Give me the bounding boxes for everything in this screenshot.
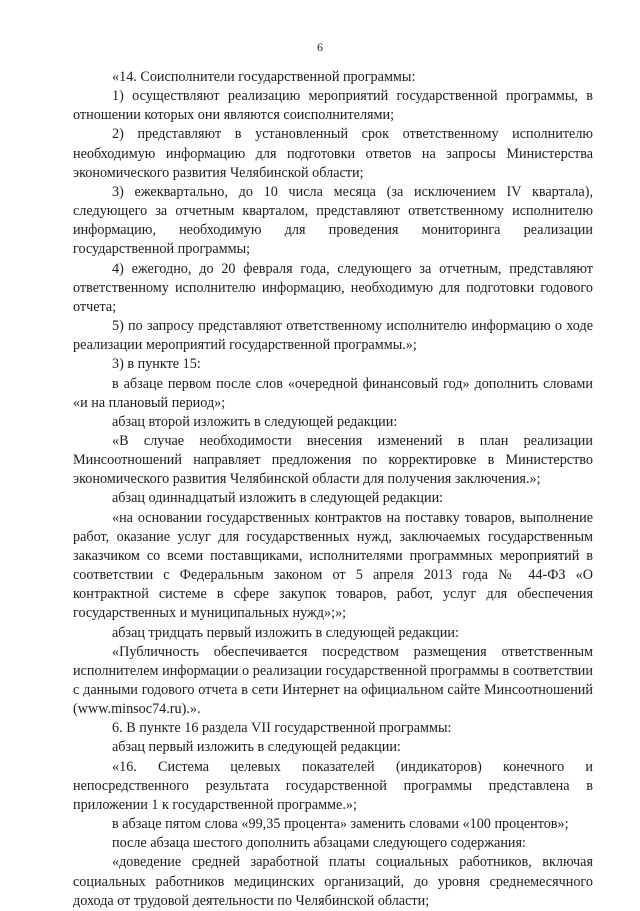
paragraph: «14. Соисполнители государственной программы: bbox=[112, 69, 416, 85]
paragraph: «16. Система целевых показателей (индикаторов) конечного и непосредственного результата государственной программы представлена в приложении 1 к государственной программе.»; bbox=[73, 758, 593, 813]
page-number: 6 bbox=[317, 40, 323, 54]
paragraph: «В случае необходимости внесения изменений в план реализации Минсоотношений направляет предложения по корректировке в Министерство экономического развития Челябинской области для получения заключения.»; bbox=[73, 432, 593, 488]
paragraph: абзац одиннадцатый изложить в следующей редакции: bbox=[112, 490, 444, 507]
paragraph: 5) по запросу представляют ответственному исполнителю информацию о ходе реализации мероприятий государственной программы.»; bbox=[73, 318, 593, 354]
paragraph: 3) ежеквартально, до 10 числа месяца (за исключением IV квартала), следующего за отчетным кварталом, представляют ответственному исполнителю информацию, необходимую для проведения мониторинга реализации государственной программы; bbox=[73, 183, 593, 258]
paragraph: «на основании государственных контрактов на поставку товаров, выполнение работ, оказание услуг для государственных нужд, заключаемых государственным заказчиком со всеми поставщиками, исполнителями программных мероприятий в соответствии с Федеральным законом от 5 апреля 2013 года № 44-ФЗ «О контрактной системе в сфере закупок товаров, работ, услуг для обеспечения государственных и муниципальных нужд»;»; bbox=[73, 509, 593, 622]
paragraph: после абзаца шестого дополнить абзацами следующего содержания: bbox=[112, 835, 526, 852]
paragraph: 6. В пункте 16 раздела VII государственной программы: bbox=[112, 720, 452, 737]
paragraph: 1) осуществляют реализацию мероприятий государственной программы, в отношении которых они являются соисполнителями; bbox=[73, 88, 593, 124]
paragraph: 3) в пункте 15: bbox=[112, 356, 201, 373]
paragraph: «Публичность обеспечивается посредством размещения ответственным исполнителем информации о реализации государственной программы в соответствии с данными годового отчета в сети Интернет на официальном сайте Минсоотношений (www.minsoc74.ru).». bbox=[73, 643, 593, 718]
paragraph: абзац первый изложить в следующей редакции: bbox=[112, 739, 401, 756]
paragraph: в абзаце пятом слова «99,35 процента» заменить словами «100 процентов»; bbox=[112, 816, 569, 833]
paragraph: 2) представляют в установленный срок ответственному исполнителю необходимую информацию для подготовки ответов на запросы Министерства экономического развития Челябинской области; bbox=[73, 126, 593, 181]
paragraph: абзац второй изложить в следующей редакции: bbox=[112, 413, 398, 430]
paragraph: «доведение средней заработной платы социальных работников, включая социальных работников медицинских организаций, до уровня среднемесячного дохода от трудовой деятельности по Челябинской области; bbox=[73, 854, 593, 909]
paragraph: 4) ежегодно, до 20 февраля года, следующего за отчетным, представляют ответственному исполнителю информацию, необходимую для подготовки годового отчета; bbox=[73, 260, 593, 315]
paragraph: абзац тридцать первый изложить в следующей редакции: bbox=[112, 624, 459, 641]
paragraph: в абзаце первом после слов «очередной финансовый год» дополнить словами «и на плановый период»; bbox=[73, 375, 593, 411]
document-body bbox=[73, 68, 593, 911]
